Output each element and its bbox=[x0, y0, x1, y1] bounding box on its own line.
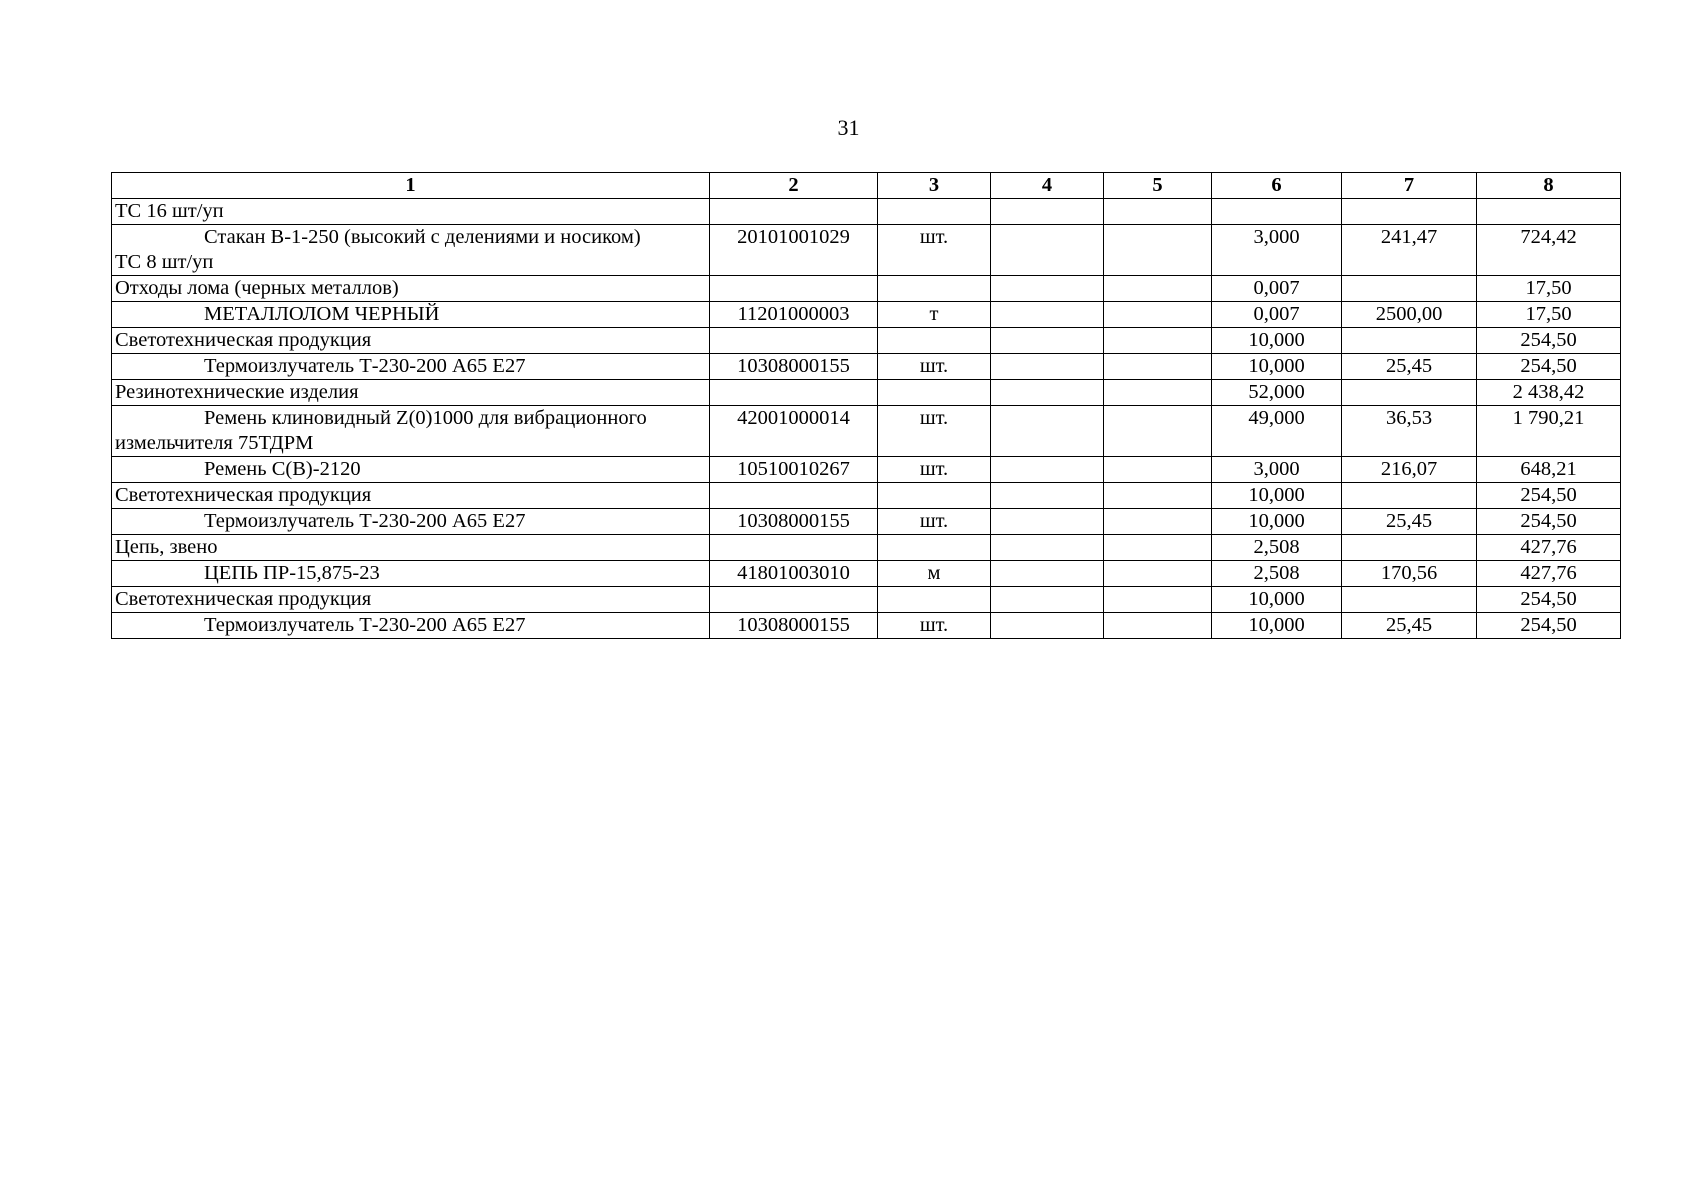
unit-cell: т bbox=[878, 302, 991, 328]
table-row bbox=[112, 354, 1621, 380]
column-header: 6 bbox=[1212, 173, 1342, 199]
column-4-cell bbox=[991, 199, 1104, 225]
item-name: МЕТАЛЛОЛОМ ЧЕРНЫЙ bbox=[204, 303, 440, 325]
table-row bbox=[112, 587, 1621, 613]
column-header: 3 bbox=[878, 173, 991, 199]
item-name-cell bbox=[112, 225, 710, 276]
item-name: Стакан В-1-250 (высокий с делениями и носиком) bbox=[204, 226, 641, 248]
item-code-cell bbox=[710, 380, 878, 406]
table-row bbox=[112, 613, 1621, 639]
item-name: Термоизлучатель Т-230-200 А65 Е27 bbox=[204, 510, 526, 532]
price-cell bbox=[1342, 380, 1477, 406]
column-4-cell bbox=[991, 302, 1104, 328]
price-cell: 241,47 bbox=[1342, 225, 1477, 276]
total-cell: 254,50 bbox=[1477, 328, 1621, 354]
item-code-cell bbox=[710, 535, 878, 561]
item-name: ЦЕПЬ ПР-15,875-23 bbox=[204, 562, 380, 584]
column-5-cell bbox=[1104, 613, 1212, 639]
item-name-cell bbox=[112, 587, 710, 613]
table-row bbox=[112, 380, 1621, 406]
item-code-cell bbox=[710, 328, 878, 354]
column-4-cell bbox=[991, 276, 1104, 302]
unit-cell bbox=[878, 483, 991, 509]
column-5-cell bbox=[1104, 483, 1212, 509]
total-cell: 254,50 bbox=[1477, 587, 1621, 613]
item-code-cell bbox=[710, 587, 878, 613]
column-5-cell bbox=[1104, 225, 1212, 276]
quantity-cell: 49,000 bbox=[1212, 406, 1342, 457]
price-cell: 36,53 bbox=[1342, 406, 1477, 457]
column-4-cell bbox=[991, 406, 1104, 457]
quantity-cell bbox=[1212, 199, 1342, 225]
column-5-cell bbox=[1104, 535, 1212, 561]
header-row bbox=[112, 173, 1621, 199]
quantity-cell: 10,000 bbox=[1212, 483, 1342, 509]
unit-cell bbox=[878, 535, 991, 561]
price-cell bbox=[1342, 328, 1477, 354]
item-code-cell: 20101001029 bbox=[710, 225, 878, 276]
total-cell bbox=[1477, 199, 1621, 225]
total-cell: 427,76 bbox=[1477, 535, 1621, 561]
column-5-cell bbox=[1104, 587, 1212, 613]
price-cell bbox=[1342, 483, 1477, 509]
table-row bbox=[112, 406, 1621, 457]
column-5-cell bbox=[1104, 406, 1212, 457]
column-header: 1 bbox=[112, 173, 710, 199]
quantity-cell: 10,000 bbox=[1212, 354, 1342, 380]
unit-cell: шт. bbox=[878, 354, 991, 380]
unit-cell: шт. bbox=[878, 406, 991, 457]
price-cell: 216,07 bbox=[1342, 457, 1477, 483]
item-code-cell: 10510010267 bbox=[710, 457, 878, 483]
quantity-cell: 10,000 bbox=[1212, 613, 1342, 639]
column-5-cell bbox=[1104, 199, 1212, 225]
item-name: Светотехническая продукция bbox=[115, 329, 372, 351]
column-4-cell bbox=[991, 483, 1104, 509]
total-cell: 17,50 bbox=[1477, 302, 1621, 328]
price-cell bbox=[1342, 199, 1477, 225]
item-name: Резинотехнические изделия bbox=[115, 381, 359, 403]
column-header: 7 bbox=[1342, 173, 1477, 199]
table-row bbox=[112, 535, 1621, 561]
table-row bbox=[112, 509, 1621, 535]
item-name-cell bbox=[112, 613, 710, 639]
price-cell: 170,56 bbox=[1342, 561, 1477, 587]
item-code-cell: 42001000014 bbox=[710, 406, 878, 457]
column-4-cell bbox=[991, 561, 1104, 587]
page-number: 31 bbox=[837, 115, 860, 140]
total-cell: 2 438,42 bbox=[1477, 380, 1621, 406]
table-row bbox=[112, 302, 1621, 328]
unit-cell: шт. bbox=[878, 225, 991, 276]
column-5-cell bbox=[1104, 457, 1212, 483]
table-body bbox=[112, 199, 1621, 639]
item-name: Термоизлучатель Т-230-200 А65 Е27 bbox=[204, 614, 526, 636]
column-header: 4 bbox=[991, 173, 1104, 199]
column-4-cell bbox=[991, 457, 1104, 483]
item-name-continuation: измельчителя 75ТДРМ bbox=[115, 432, 314, 454]
unit-cell bbox=[878, 276, 991, 302]
column-5-cell bbox=[1104, 509, 1212, 535]
quantity-cell: 3,000 bbox=[1212, 457, 1342, 483]
quantity-cell: 2,508 bbox=[1212, 561, 1342, 587]
quantity-cell: 10,000 bbox=[1212, 509, 1342, 535]
column-5-cell bbox=[1104, 328, 1212, 354]
item-name-cell bbox=[112, 380, 710, 406]
total-cell: 648,21 bbox=[1477, 457, 1621, 483]
table-row bbox=[112, 457, 1621, 483]
item-code-cell: 11201000003 bbox=[710, 302, 878, 328]
table-row bbox=[112, 561, 1621, 587]
column-header: 2 bbox=[710, 173, 878, 199]
item-name-cell bbox=[112, 561, 710, 587]
price-cell bbox=[1342, 276, 1477, 302]
column-5-cell bbox=[1104, 380, 1212, 406]
quantity-cell: 52,000 bbox=[1212, 380, 1342, 406]
price-cell: 25,45 bbox=[1342, 354, 1477, 380]
item-name-cell bbox=[112, 457, 710, 483]
item-name-cell bbox=[112, 535, 710, 561]
item-code-cell bbox=[710, 199, 878, 225]
unit-cell: шт. bbox=[878, 613, 991, 639]
quantity-cell: 10,000 bbox=[1212, 328, 1342, 354]
materials-table bbox=[111, 172, 1621, 639]
price-cell: 2500,00 bbox=[1342, 302, 1477, 328]
column-4-cell bbox=[991, 328, 1104, 354]
column-4-cell bbox=[991, 380, 1104, 406]
column-header: 8 bbox=[1477, 173, 1621, 199]
column-5-cell bbox=[1104, 561, 1212, 587]
unit-cell: шт. bbox=[878, 457, 991, 483]
item-code-cell: 41801003010 bbox=[710, 561, 878, 587]
price-cell: 25,45 bbox=[1342, 613, 1477, 639]
column-4-cell bbox=[991, 587, 1104, 613]
unit-cell bbox=[878, 380, 991, 406]
item-name-cell bbox=[112, 509, 710, 535]
unit-cell bbox=[878, 199, 991, 225]
table-row bbox=[112, 276, 1621, 302]
item-name: Цепь, звено bbox=[115, 536, 218, 558]
table-row bbox=[112, 199, 1621, 225]
item-name: Отходы лома (черных металлов) bbox=[115, 277, 399, 299]
column-4-cell bbox=[991, 613, 1104, 639]
unit-cell bbox=[878, 587, 991, 613]
unit-cell: м bbox=[878, 561, 991, 587]
table-header bbox=[112, 173, 1621, 199]
item-name-cell bbox=[112, 302, 710, 328]
unit-cell: шт. bbox=[878, 509, 991, 535]
item-name: Ремень С(В)-2120 bbox=[204, 458, 361, 480]
total-cell: 724,42 bbox=[1477, 225, 1621, 276]
item-name-cell bbox=[112, 328, 710, 354]
column-header: 5 bbox=[1104, 173, 1212, 199]
item-code-cell: 10308000155 bbox=[710, 354, 878, 380]
price-cell bbox=[1342, 587, 1477, 613]
item-name: Ремень клиновидный Z(0)1000 для вибрационного bbox=[204, 407, 647, 429]
table-row bbox=[112, 328, 1621, 354]
table-row bbox=[112, 483, 1621, 509]
item-name-continuation: ТС 8 шт/уп bbox=[115, 251, 214, 273]
item-name-cell bbox=[112, 406, 710, 457]
column-5-cell bbox=[1104, 276, 1212, 302]
total-cell: 254,50 bbox=[1477, 613, 1621, 639]
quantity-cell: 10,000 bbox=[1212, 587, 1342, 613]
price-cell bbox=[1342, 535, 1477, 561]
item-name-cell bbox=[112, 199, 710, 225]
total-cell: 254,50 bbox=[1477, 509, 1621, 535]
item-name-cell bbox=[112, 483, 710, 509]
item-code-cell: 10308000155 bbox=[710, 509, 878, 535]
item-name: ТС 16 шт/уп bbox=[115, 200, 224, 222]
total-cell: 254,50 bbox=[1477, 483, 1621, 509]
column-4-cell bbox=[991, 354, 1104, 380]
total-cell: 427,76 bbox=[1477, 561, 1621, 587]
item-name: Светотехническая продукция bbox=[115, 484, 372, 506]
item-code-cell bbox=[710, 483, 878, 509]
quantity-cell: 0,007 bbox=[1212, 276, 1342, 302]
price-cell: 25,45 bbox=[1342, 509, 1477, 535]
quantity-cell: 0,007 bbox=[1212, 302, 1342, 328]
column-5-cell bbox=[1104, 302, 1212, 328]
quantity-cell: 2,508 bbox=[1212, 535, 1342, 561]
table-row bbox=[112, 225, 1621, 276]
quantity-cell: 3,000 bbox=[1212, 225, 1342, 276]
total-cell: 254,50 bbox=[1477, 354, 1621, 380]
item-name: Термоизлучатель Т-230-200 А65 Е27 bbox=[204, 355, 526, 377]
column-4-cell bbox=[991, 509, 1104, 535]
column-4-cell bbox=[991, 225, 1104, 276]
total-cell: 1 790,21 bbox=[1477, 406, 1621, 457]
column-4-cell bbox=[991, 535, 1104, 561]
item-code-cell bbox=[710, 276, 878, 302]
item-name: Светотехническая продукция bbox=[115, 588, 372, 610]
item-name-cell bbox=[112, 276, 710, 302]
item-name-cell bbox=[112, 354, 710, 380]
item-code-cell: 10308000155 bbox=[710, 613, 878, 639]
unit-cell bbox=[878, 328, 991, 354]
total-cell: 17,50 bbox=[1477, 276, 1621, 302]
column-5-cell bbox=[1104, 354, 1212, 380]
